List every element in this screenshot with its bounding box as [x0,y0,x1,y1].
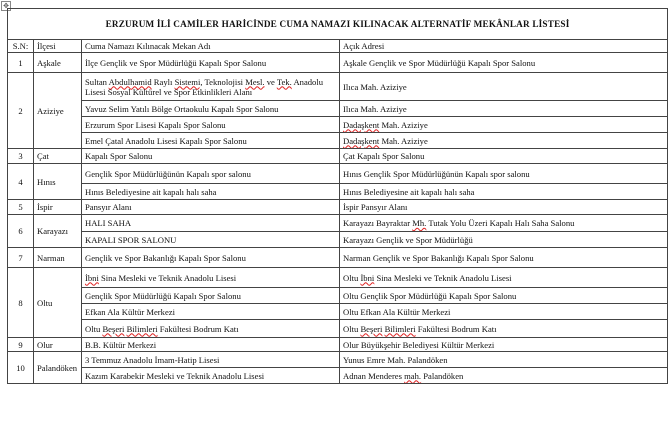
mekan-cell: Oltu Beşeri Bilimleri Fakültesi Bodrum Katı [82,320,340,338]
adres-cell: Dadaşkent Mah. Aziziye [340,133,668,149]
table-move-handle-icon[interactable]: ✥ [1,1,11,11]
table-row [8,73,668,101]
header-adres: Açık Adresi [340,40,668,53]
spellcheck-word: Tek. [276,76,292,87]
mekan-cell: İbni Sina Mesleki ve Teknik Anadolu Lisesi [82,268,340,288]
header-sn: S.N: [8,40,34,53]
table-row [8,117,668,133]
ilce-cell: Narman [34,248,82,268]
table-row [8,215,668,232]
adres-cell: Hınıs Belediyesine ait kapalı halı saha [340,184,668,200]
spellcheck-word: Beşeri [102,323,125,334]
table-row [8,101,668,117]
table-row [8,268,668,288]
mekan-cell: HALI SAHA [82,215,340,232]
spellcheck-word: Mh. [412,218,427,228]
adres-cell: Oltu Beşeri Bilimleri Fakültesi Bodrum Katı [340,320,668,338]
sn-cell: 3 [8,149,34,164]
adres-cell: Hınıs Gençlik Spor Müdürlüğünün Kapalı spor salonu [340,164,668,184]
adres-cell: Oltu Gençlik Spor Müdürlüğü Kapalı Spor Salonu [340,288,668,304]
adres-cell: Adnan Menderes mah. Palandöken [340,368,668,384]
spellcheck-word: Dadaşkent [343,135,380,146]
sn-cell: 2 [8,73,34,149]
table-row [8,232,668,248]
header-ilce: İlçesi [34,40,82,53]
adres-cell: Olur Büyükşehir Belediyesi Kültür Merkezi [340,338,668,352]
sn-cell: 4 [8,164,34,200]
adres-cell: Ilıca Mah. Aziziye [340,101,668,117]
sn-cell: 5 [8,200,34,215]
mekan-cell: Hınıs Belediyesine ait kapalı halı saha [82,184,340,200]
table-row [8,200,668,215]
mekan-cell: KAPALI SPOR SALONU [82,232,340,248]
adres-cell: Yunus Emre Mah. Palandöken [340,352,668,368]
sn-cell: 10 [8,352,34,384]
header-mekan: Cuma Namazı Kılınacak Mekan Adı [82,40,340,53]
mekan-cell: Gençlik Spor Müdürlüğü Kapalı Spor Salonu [82,288,340,304]
mekan-cell: Gençlik ve Spor Bakanlığı Kapalı Spor Salonu [82,248,340,268]
mekan-cell: Gençlik Spor Müdürlüğünün Kapalı spor salonu [82,164,340,184]
spellcheck-word: Sistemi, [174,76,203,87]
table-row [8,304,668,320]
mekan-cell: Kapalı Spor Salonu [82,149,340,164]
adres-cell: Çat Kapalı Spor Salonu [340,149,668,164]
ilce-cell: Palandöken [34,352,82,384]
table-row [8,368,668,384]
ilce-cell: Hınıs [34,164,82,200]
document-title: ERZURUM İLİ CAMİLER HARİCİNDE CUMA NAMAZI KILINACAK ALTERNATİF MEKÂNLAR LİSTESİ [8,9,668,40]
table-row [8,248,668,268]
adres-cell: Aşkale Gençlik ve Spor Müdürlüğü Kapalı Spor Salonu [340,53,668,73]
adres-cell: Oltu İbni Sina Mesleki ve Teknik Anadolu Lisesi [340,268,668,288]
table-row [8,53,668,73]
spellcheck-word: Bilimleri [126,323,158,334]
mekan-cell: Yavuz Selim Yatılı Bölge Ortaokulu Kapalı Spor Salonu [82,101,340,117]
mekan-cell: B.B. Kültür Merkezi [82,338,340,352]
table-row [8,320,668,338]
mekan-cell: Erzurum Spor Lisesi Kapalı Spor Salonu [82,117,340,133]
table-row [8,288,668,304]
adres-cell: Dadaşkent Mah. Aziziye [340,117,668,133]
ilce-cell: Aziziye [34,73,82,149]
spellcheck-word: Mesl. [245,76,265,87]
ilce-cell: İspir [34,200,82,215]
spellcheck-word: Bilimleri [384,323,416,334]
sn-cell: 9 [8,338,34,352]
adres-cell: Ilıca Mah. Aziziye [340,73,668,101]
mekan-cell: Emel Çatal Anadolu Lisesi Kapalı Spor Salonu [82,133,340,149]
spellcheck-word: İbni [360,272,375,283]
spellcheck-word: Beşeri [360,323,383,334]
table-row [8,164,668,184]
ilce-cell: Oltu [34,268,82,338]
adres-cell: Karayazı Bayraktar Mh. Tutak Yolu Üzeri Kapalı Halı Saha Salonu [340,215,668,232]
spellcheck-word: Dadaşkent [343,119,380,130]
mekan-cell: Kazım Karabekir Mesleki ve Teknik Anadolu Lisesi [82,368,340,384]
sn-cell: 8 [8,268,34,338]
sn-cell: 6 [8,215,34,248]
ilce-cell: Aşkale [34,53,82,73]
table-row [8,338,668,352]
mekan-cell: Efkan Ala Kültür Merkezi [82,304,340,320]
title-row [8,9,668,40]
table-row [8,184,668,200]
spellcheck-word: Abdulhamid [108,76,152,87]
mekan-list-table [7,8,668,384]
table-row [8,133,668,149]
table-row [8,149,668,164]
ilce-cell: Çat [34,149,82,164]
adres-cell: İspir Pansyır Alanı [340,200,668,215]
sn-cell: 7 [8,248,34,268]
header-row [8,40,668,53]
ilce-cell: Olur [34,338,82,352]
adres-cell: Oltu Efkan Ala Kültür Merkezi [340,304,668,320]
adres-cell: Karayazı Gençlik ve Spor Müdürlüğü [340,232,668,248]
table-row [8,352,668,368]
spellcheck-word: İbni [85,272,99,283]
adres-cell: Narman Gençlik ve Spor Bakanlığı Kapalı Spor Salonu [340,248,668,268]
mekan-cell: Sultan Abdulhamid Raylı Sistemi, Teknolojisi Mesl. ve Tek. Anadolu Lisesi Sosyal Kültürel ve Spor Etkinlikleri Alanı [82,73,340,101]
ilce-cell: Karayazı [34,215,82,248]
sn-cell: 1 [8,53,34,73]
mekan-cell: 3 Temmuz Anadolu İmam-Hatip Lisesi [82,352,340,368]
mekan-cell: Pansyır Alanı [82,200,340,215]
spellcheck-word: mah. [404,370,422,381]
mekan-cell: İlçe Gençlik ve Spor Müdürlüğü Kapalı Spor Salonu [82,53,340,73]
